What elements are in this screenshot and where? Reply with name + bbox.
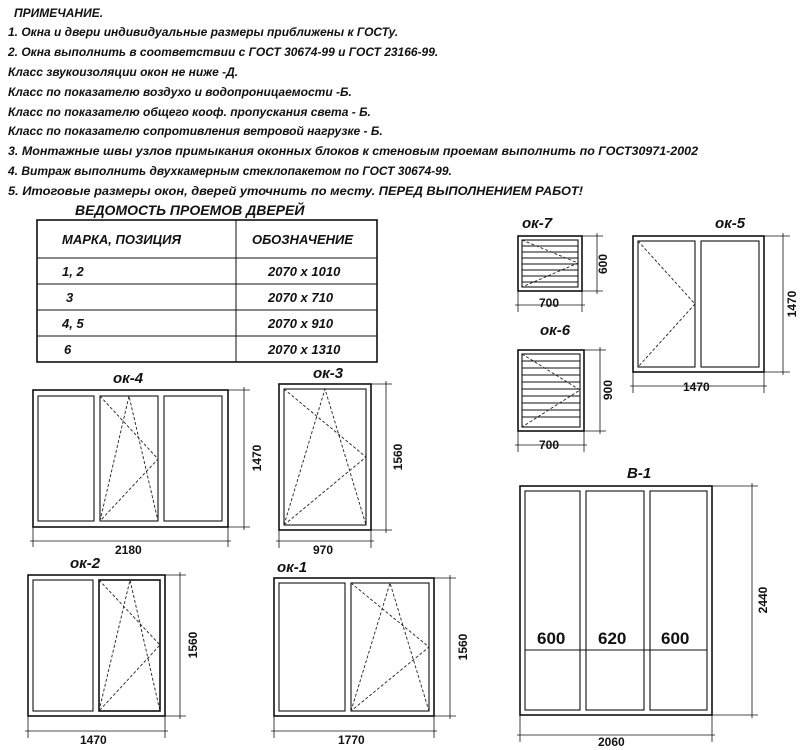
width-dimension: 1770 [338,733,365,747]
table-header: МАРКА, ПОЗИЦИЯ [62,232,181,247]
window-sash [638,241,695,367]
height-dimension: 1470 [250,444,264,472]
opening-mark [522,354,580,427]
window-label: ок-5 [715,215,746,232]
opening-mark [351,583,429,711]
section-dimension: 600 [537,629,566,648]
glass-section [650,491,707,710]
window-pane [164,396,222,521]
height-dimension: 1560 [391,443,405,471]
width-dimension: 1470 [683,380,710,394]
door-table-title: ВЕДОМОСТЬ ПРОЕМОВ ДВЕРЕЙ [75,202,305,218]
note-line: Класс по показателю воздухо и водопроницаемости -Б. [8,85,352,99]
note-line: 5. Итоговые размеры окон, дверей уточнить по месту. ПЕРЕД ВЫПОЛНЕНИЕМ РАБОТ! [8,184,583,198]
window-sash [284,389,366,525]
window-frame [274,578,434,716]
width-dimension: 2180 [115,543,142,557]
table-cell: 6 [64,342,72,357]
height-dimension: 900 [601,379,615,401]
note-line: 4. Витраж выполнить двухкамерным стеклопакетом по ГОСТ 30674-99. [8,164,452,178]
width-dimension: 700 [539,438,560,452]
section-dimension: 600 [661,629,690,648]
table-cell: 2070 x 1010 [268,264,341,279]
table-cell: 2070 x 710 [268,290,334,305]
table-cell: 2070 x 910 [268,316,334,331]
width-dimension: 700 [539,296,560,310]
door-schedule [37,201,377,362]
opening-mark [351,583,429,711]
window-pane [33,580,93,711]
window-pane [701,241,759,367]
window-sash [100,396,158,521]
window-sash [351,583,429,711]
note-line: 2. Окна выполнить в соответствии с ГОСТ 30674-99 и ГОСТ 23166-99. [8,45,439,59]
width-dimension: 970 [313,543,334,557]
note-line: 3. Монтажные швы узлов примыкания оконных блоков к стеновым проемам выполнить по ГОСТ30971-2002 [8,144,699,158]
window-pane [38,396,94,521]
window-ok5 [630,215,799,394]
window-frame [33,390,228,527]
window-frame [520,486,712,715]
window-label: ок-6 [540,322,571,339]
note-line: 1. Окна и двери индивидуальные размеры приближены к ГОСТу. [8,25,399,39]
window-label: ок-7 [522,215,553,232]
height-dimension: 1560 [456,633,470,661]
table-cell: 2070 x 1310 [268,342,341,357]
notes-title: ПРИМЕЧАНИЕ. [14,6,104,20]
section-dimension: 620 [598,629,627,648]
table-header: ОБОЗНАЧЕНИЕ [252,232,354,247]
window-frame [28,575,165,716]
glass-section [586,491,644,710]
window-ok3 [276,365,405,557]
window-sash [99,580,160,711]
window-pane [279,583,345,711]
opening-mark [284,389,366,525]
note-line: Класс по показателю общего кооф. пропускания света - Б. [8,105,371,119]
height-dimension: 600 [596,253,610,275]
glass-section [525,491,580,710]
window-ok1 [271,559,470,747]
table-cell: 4, 5 [62,316,84,331]
window-frame [518,350,584,431]
window-ok4 [30,370,264,557]
width-dimension: 1470 [80,733,107,747]
stained-glass-v1 [517,465,770,749]
height-dimension: 1470 [785,290,799,318]
opening-mark [99,580,160,711]
window-label: ок-2 [70,555,101,572]
window-ok6 [515,322,615,452]
window-label: ок-1 [277,559,308,576]
opening-mark [638,241,695,367]
window-label: В-1 [627,465,652,482]
note-line: Класс по показателю сопротивления ветровой нагрузке - Б. [8,124,383,138]
notes-block [7,6,698,198]
window-label: ок-4 [113,370,144,387]
window-sash [522,354,580,427]
table-cell: 1, 2 [62,264,84,279]
window-frame [279,384,371,530]
height-dimension: 2440 [756,586,770,614]
table-cell: 3 [66,290,74,305]
window-label: ок-3 [313,365,344,382]
window-ok7 [515,215,610,312]
width-dimension: 2060 [598,735,625,749]
opening-mark [100,396,158,521]
height-dimension: 1560 [186,631,200,659]
opening-mark [284,389,366,525]
opening-mark [99,580,160,711]
window-frame [633,236,764,372]
window-ok2 [25,555,200,747]
note-line: Класс звукоизоляции окон не ниже -Д. [8,65,239,79]
opening-mark [100,396,158,521]
